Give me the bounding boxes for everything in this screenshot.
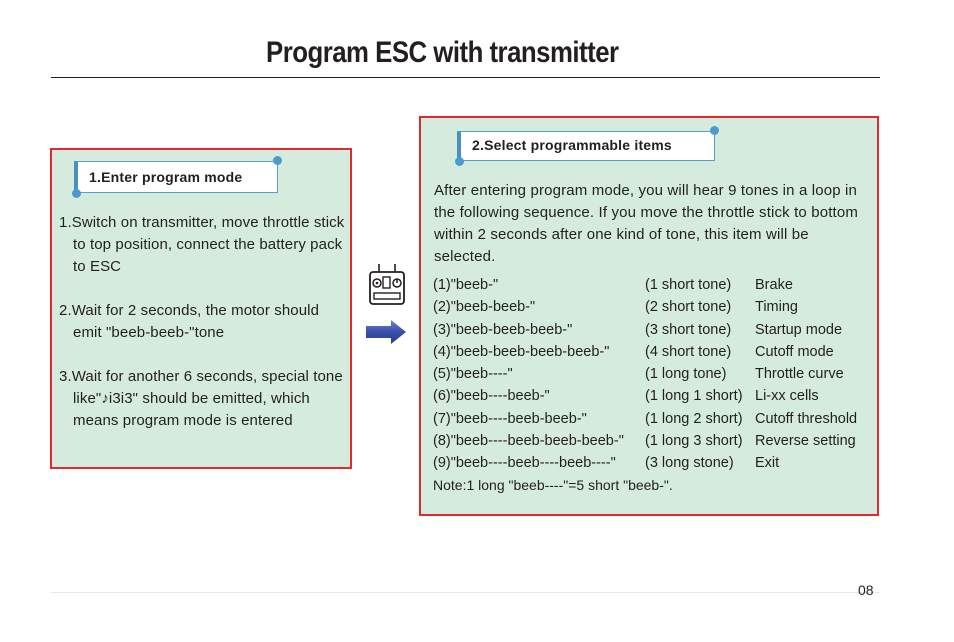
item-tone: (3)"beeb-beeb-beeb-": [433, 321, 573, 338]
item-tone: (6)"beeb----beeb-": [433, 388, 550, 405]
item-desc: (1 long 3 short): [645, 433, 743, 450]
step-2: 2.Wait for 2 seconds, the motor should emit "beeb-beeb-"tone: [59, 302, 320, 341]
step-1: 1.Switch on transmitter, move throttle stick to top position, connect the battery pack to ESC: [59, 214, 345, 275]
item-name: Li-xx cells: [755, 388, 819, 405]
item-tone: (2)"beeb-beeb-": [433, 299, 536, 316]
page-number: 08: [858, 582, 874, 598]
item-name: Reverse setting: [755, 433, 856, 450]
arrow-right-icon: [365, 318, 407, 346]
tone-note: Note:1 long "beeb----"=5 short "beeb-".: [433, 477, 673, 493]
item-desc: (1 long 2 short): [645, 410, 743, 427]
item-name: Startup mode: [755, 321, 843, 338]
step-3: 3.Wait for another 6 seconds, special tone like"♪i3i3" should be emitted, which means program mode is entered: [59, 368, 343, 429]
select-items-panel: [419, 116, 879, 516]
item-tone: (7)"beeb----beeb-beeb-": [433, 410, 587, 427]
item-name: Timing: [755, 299, 798, 316]
item-desc: (3 long stone): [645, 455, 734, 472]
footer-divider: [51, 592, 880, 593]
item-desc: (1 long tone): [645, 366, 727, 383]
page-title: Program ESC with transmitter: [266, 36, 619, 69]
item-desc: (2 short tone): [645, 299, 732, 316]
item-tone: (4)"beeb-beeb-beeb-beeb-": [433, 343, 610, 360]
item-name: Exit: [755, 455, 780, 472]
item-name: Cutoff mode: [755, 343, 834, 360]
title-divider: [51, 77, 880, 78]
transmitter-icon: [367, 262, 407, 306]
item-tone: (5)"beeb----": [433, 366, 513, 383]
item-name: Throttle curve: [755, 366, 844, 383]
enter-program-mode-panel: [50, 148, 352, 469]
item-desc: (3 short tone): [645, 321, 732, 338]
item-tone: (1)"beeb-": [433, 277, 499, 293]
item-tone: (8)"beeb----beeb-beeb-beeb-": [433, 433, 624, 450]
step-list: [59, 212, 349, 454]
item-desc: (1 long 1 short): [645, 388, 743, 405]
item-desc: (4 short tone): [645, 343, 732, 360]
intro-text: After entering program mode, you will hear 9 tones in a loop in the following sequence. If you move the throttle stick to bottom within 2 seconds after one kind of tone, this item will be selected.: [434, 182, 858, 265]
item-name: Brake: [755, 277, 793, 293]
enter-program-mode-tab: 1.Enter program mode: [74, 161, 278, 193]
select-items-tab: 2.Select programmable items: [457, 131, 715, 161]
item-name: Cutoff threshold: [755, 410, 858, 427]
item-tone: (9)"beeb----beeb----beeb----": [433, 455, 616, 472]
item-desc: (1 short tone): [645, 277, 732, 293]
